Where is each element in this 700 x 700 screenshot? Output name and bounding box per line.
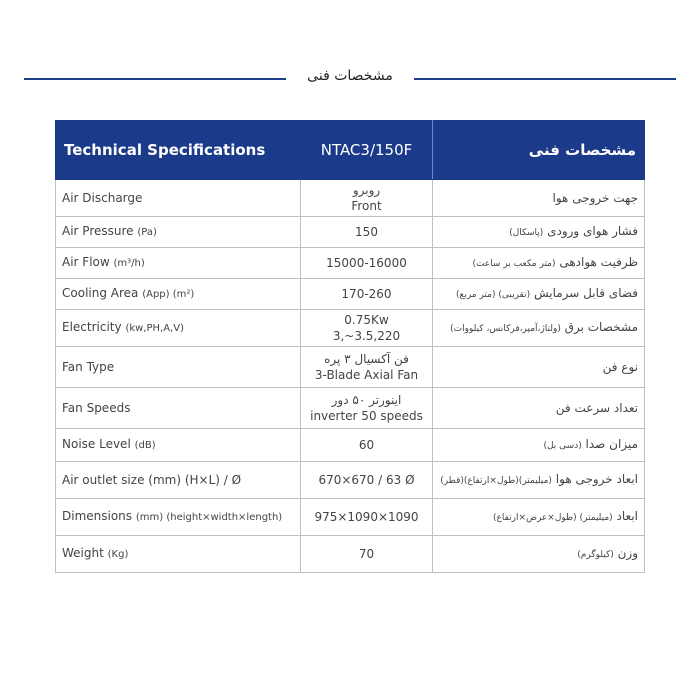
spec-value-line: 670×670 / 63 Ø [318,473,415,487]
spec-value-line: اینورتر ۵۰ دور [331,393,402,407]
spec-label-english-text: Electricity [62,320,122,334]
spec-label-persian [433,499,645,536]
header-model: NTAC3/150F [301,121,433,180]
table-row [56,429,645,462]
spec-value [301,388,433,429]
spec-label-english [56,462,301,499]
spec-label-english-text: Fan Type [62,360,115,374]
spec-label-persian-text: فشار هوای ورودی [547,224,638,238]
spec-label-english-text: Fan Speeds [62,401,131,415]
spec-value-line: 3-Blade Axial Fan [314,368,419,382]
spec-label-persian [433,429,645,462]
spec-unit-persian: (دسی بل) [543,441,582,451]
spec-label-persian [433,462,645,499]
table-row [56,310,645,347]
spec-value [301,217,433,248]
spec-value [301,429,433,462]
table-row [56,248,645,279]
spec-label-persian-text: فضای قابل سرمایش [533,286,638,300]
table-row [56,217,645,248]
spec-label-english [56,499,301,536]
spec-label-persian [433,279,645,310]
spec-unit-english: (kw,PH,A,V) [125,323,184,334]
spec-label-english-text: Air Discharge [62,191,143,205]
section-heading [0,64,700,92]
spec-unit-english: (mm) (height×width×length) [135,512,283,523]
spec-value [301,310,433,347]
spec-unit-english: (Pa) [137,227,157,238]
spec-label-english [56,347,301,388]
spec-label-persian [433,248,645,279]
spec-label-english [56,279,301,310]
spec-label-persian-text: ابعاد [616,509,638,523]
spec-unit-english: (m³/h) [113,258,145,269]
spec-value-line: inverter 50 speeds [310,409,423,423]
spec-label-persian-text: مشخصات برق [564,320,638,334]
spec-value-line: 170-260 [341,287,392,301]
spec-label-persian [433,217,645,248]
table-row [56,180,645,217]
section-title: مشخصات فنی [307,68,393,84]
spec-label-english [56,180,301,217]
spec-unit-persian: (متر مکعب بر ساعت) [472,259,556,269]
spec-value-line: روبرو [352,183,381,197]
spec-table [55,120,645,573]
spec-label-persian [433,388,645,429]
spec-unit-persian: (ولتاژ،آمپر،فرکانس، کیلووات) [450,324,561,334]
spec-label-persian-text: نوع فن [602,360,638,374]
table-row [56,536,645,573]
spec-value-line: 0.75Kw [344,313,389,327]
spec-label-english [56,248,301,279]
heading-divider-left [24,78,286,80]
spec-value [301,279,433,310]
spec-label-persian [433,536,645,573]
spec-unit-persian: (کیلوگرم) [577,550,614,560]
spec-value-line: Front [351,199,382,213]
spec-unit-english: (Kg) [107,549,129,560]
spec-unit-persian: (میلیمتر) (طول×عرض×ارتفاع) [493,513,613,523]
spec-unit-persian: (تقریبی) (متر مربع) [456,290,531,300]
spec-value-line: فن آکسیال ۳ پره [324,352,409,366]
spec-unit-english: (dB) [134,440,156,451]
spec-label-persian [433,310,645,347]
spec-label-persian-text: جهت خروجی هوا [552,191,638,205]
spec-value [301,462,433,499]
spec-label-english [56,536,301,573]
spec-value-line: 975×1090×1090 [314,510,419,524]
spec-value [301,536,433,573]
spec-label-persian-text: تعداد سرعت فن [555,401,638,415]
spec-value [301,347,433,388]
table-row [56,462,645,499]
header-english: Technical Specifications [56,121,301,180]
spec-label-english-text: Dimensions [62,509,133,523]
spec-label-english-text: Air outlet size (mm) (H×L) / Ø [62,473,242,487]
spec-label-english-text: Air Pressure [62,224,134,238]
table-row [56,388,645,429]
table-row [56,279,645,310]
spec-label-english-text: Weight [62,546,104,560]
spec-label-english-text: Air Flow [62,255,110,269]
spec-label-persian-text: ظرفیت هوادهی [559,255,638,269]
spec-value [301,248,433,279]
spec-table-header [56,121,645,180]
spec-value-line: 15000-16000 [326,256,407,270]
spec-value-line: 150 [355,225,378,239]
spec-value-line: 3,~3.5,220 [332,329,401,343]
spec-label-persian [433,180,645,217]
header-persian: مشخصات فنی [433,121,645,180]
table-row [56,499,645,536]
spec-unit-persian: (پاسکال) [509,228,544,238]
spec-label-english [56,429,301,462]
spec-unit-english: (App) (m²) [142,289,195,300]
spec-value-line: 60 [358,438,375,452]
spec-value-line: 70 [358,547,375,561]
spec-label-english-text: Noise Level [62,437,131,451]
spec-value [301,499,433,536]
table-row [56,347,645,388]
spec-label-english [56,217,301,248]
heading-divider-right [414,78,676,80]
spec-label-persian-text: وزن [617,546,638,560]
spec-unit-persian: (میلیمتر)(طول×ارتفاع)(قطر) [440,476,552,486]
spec-label-english-text: Cooling Area [62,286,139,300]
spec-value [301,180,433,217]
spec-label-persian [433,347,645,388]
spec-label-english [56,388,301,429]
spec-label-persian-text: ابعاد خروجی هوا [555,472,638,486]
spec-label-english [56,310,301,347]
spec-label-persian-text: میزان صدا [585,437,638,451]
